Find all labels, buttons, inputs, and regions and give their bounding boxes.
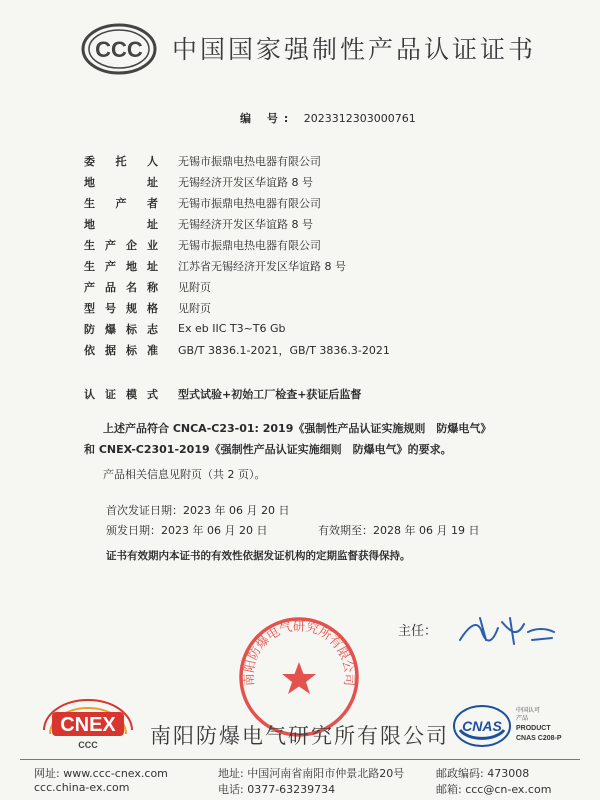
field-row (84, 339, 524, 360)
issue-date (106, 522, 267, 538)
field-row (84, 297, 524, 318)
field-label: 地 址 (84, 175, 158, 189)
field-row (84, 213, 524, 234)
field-label: 委 托 人 (84, 154, 158, 168)
footer-email: 邮箱: ccc@cn-ex.com (436, 783, 552, 796)
validity-note: 证书有效期内本证书的有效性依据发证机构的定期监督获得保持。 (106, 550, 411, 562)
organization-name: 南阳防爆电气研究所有限公司 (150, 724, 449, 748)
field-label: 依 据 标 准 (84, 343, 158, 357)
expiry-label: 有效期至： (318, 524, 373, 537)
field-row (84, 255, 524, 276)
certificate-number (240, 110, 416, 126)
certification-mode-label: 认 证 模 式 (84, 388, 158, 401)
issue-label: 颁发日期： (106, 524, 161, 537)
certificate-number-label: 编 号: (240, 112, 295, 125)
ccc-logo-text: CCC (95, 37, 143, 62)
cnas-line4: CNAS C208-P (516, 735, 562, 742)
director-signature-icon (452, 610, 562, 650)
compliance-statement-line2: 和 CNEX-C2301-2019《强制性产品认证实施细则 防爆电气》的要求。 (84, 443, 452, 456)
field-label: 生 产 地 址 (84, 259, 158, 273)
cnas-line3: PRODUCT (516, 725, 551, 732)
footer-website-alt: ccc.china-ex.com (34, 781, 130, 794)
field-table (84, 150, 524, 360)
compliance-statement-line1: 上述产品符合 CNCA-C23-01: 2019《强制性产品认证实施规则 防爆电气》 (103, 422, 492, 435)
expiry-date (318, 522, 479, 538)
field-row (84, 318, 524, 339)
issue-value: 2023 年 06 月 20 日 (161, 524, 268, 537)
first-issue-value: 2023 年 06 月 20 日 (183, 504, 290, 517)
cnas-logo-text: CNAS (462, 718, 502, 734)
cnex-logo-sub: CCC (78, 740, 98, 750)
field-label: 地 址 (84, 217, 158, 231)
certificate-title: 中国国家强制性产品认证证书 (172, 35, 537, 64)
field-value: 无锡市振鼎电热电器有限公司 (178, 196, 321, 210)
field-value: 无锡经济开发区华谊路 8 号 (178, 217, 313, 231)
cnas-line1: 中国认可 (516, 707, 541, 714)
field-label: 生 产 企 业 (84, 238, 158, 252)
expiry-value: 2028 年 06 月 19 日 (373, 524, 480, 537)
seal-text: 南阳防爆电气研究所有限公司 (240, 618, 358, 687)
field-value: 无锡市振鼎电热电器有限公司 (178, 154, 321, 168)
field-label: 防 爆 标 志 (84, 322, 158, 336)
footer-postcode: 邮政编码: 473008 (436, 767, 530, 780)
field-row (84, 192, 524, 213)
field-value: 见附页 (178, 280, 211, 294)
cnas-line2: 产品 (516, 715, 529, 722)
field-value: 无锡市振鼎电热电器有限公司 (178, 238, 321, 252)
footer-address: 地址: 中国河南省南阳市仲景北路20号 (218, 767, 405, 780)
footer-divider (20, 759, 580, 760)
cnex-logo-text: CNEX (60, 714, 116, 736)
certification-mode-value: 型式试验+初始工厂检查+获证后监督 (178, 388, 362, 401)
footer-phone: 电话: 0377-63239734 (218, 783, 336, 796)
field-row (84, 234, 524, 255)
cnex-logo-icon (38, 690, 138, 752)
certificate-number-value: 2023312303000761 (303, 112, 416, 125)
certification-mode (84, 386, 361, 402)
field-value: GB/T 3836.1-2021，GB/T 3836.3-2021 (178, 343, 390, 357)
product-info-note: 产品相关信息见附页（共 2 页）。 (103, 468, 266, 481)
field-value: 江苏省无锡经济开发区华谊路 8 号 (178, 259, 346, 273)
field-label: 型 号 规 格 (84, 301, 158, 315)
field-label: 生 产 者 (84, 196, 158, 210)
field-row (84, 150, 524, 171)
director-label: 主任： (398, 624, 438, 639)
field-row (84, 171, 524, 192)
field-row (84, 276, 524, 297)
field-value: Ex eb IIC T3~T6 Gb (178, 322, 286, 335)
field-value: 见附页 (178, 301, 211, 315)
cnas-logo-icon (452, 700, 572, 752)
first-issue-date (106, 502, 289, 518)
field-value: 无锡经济开发区华谊路 8 号 (178, 175, 313, 189)
footer-website: 网址: www.ccc-cnex.com (34, 767, 168, 780)
field-label: 产 品 名 称 (84, 280, 158, 294)
first-issue-label: 首次发证日期： (106, 504, 183, 517)
ccc-logo-icon (80, 22, 158, 76)
